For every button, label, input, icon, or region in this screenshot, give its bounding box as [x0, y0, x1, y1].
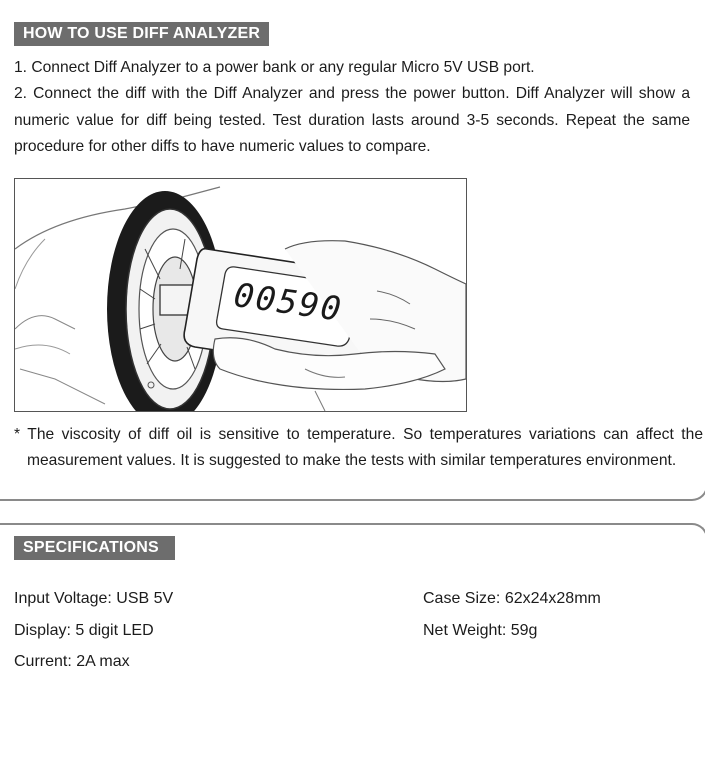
temperature-note-text: * The viscosity of diff oil is sensitive to temperature. So temperatures variations can affect the measurement values. It is suggested to make the tests with similar temperatures environment. [14, 426, 703, 470]
temperature-note [14, 422, 703, 475]
usage-heading: HOW TO USE DIFF ANALYZER [14, 22, 269, 46]
step-2: 2. Connect the diff with the Diff Analyzer and press the power button. Diff Analyzer will show a numeric value for diff being tested. Test duration lasts around 3-5 seconds. Repeat the same procedure for other diffs to have numeric values to compare. [14, 85, 690, 155]
usage-steps [14, 55, 690, 160]
display-reading: 00590 [231, 275, 346, 329]
spec-current: Current: 2A max [14, 653, 130, 670]
spec-net-weight: Net Weight: 59g [423, 622, 538, 639]
step-1: 1. Connect Diff Analyzer to a power bank or any regular Micro 5V USB port. [14, 59, 535, 76]
spec-input-voltage: Input Voltage: USB 5V [14, 590, 174, 607]
spec-case-size: Case Size: 62x24x28mm [423, 590, 601, 607]
spec-display: Display: 5 digit LED [14, 622, 154, 639]
usage-illustration [14, 178, 467, 412]
specifications-heading: SPECIFICATIONS [14, 536, 175, 560]
